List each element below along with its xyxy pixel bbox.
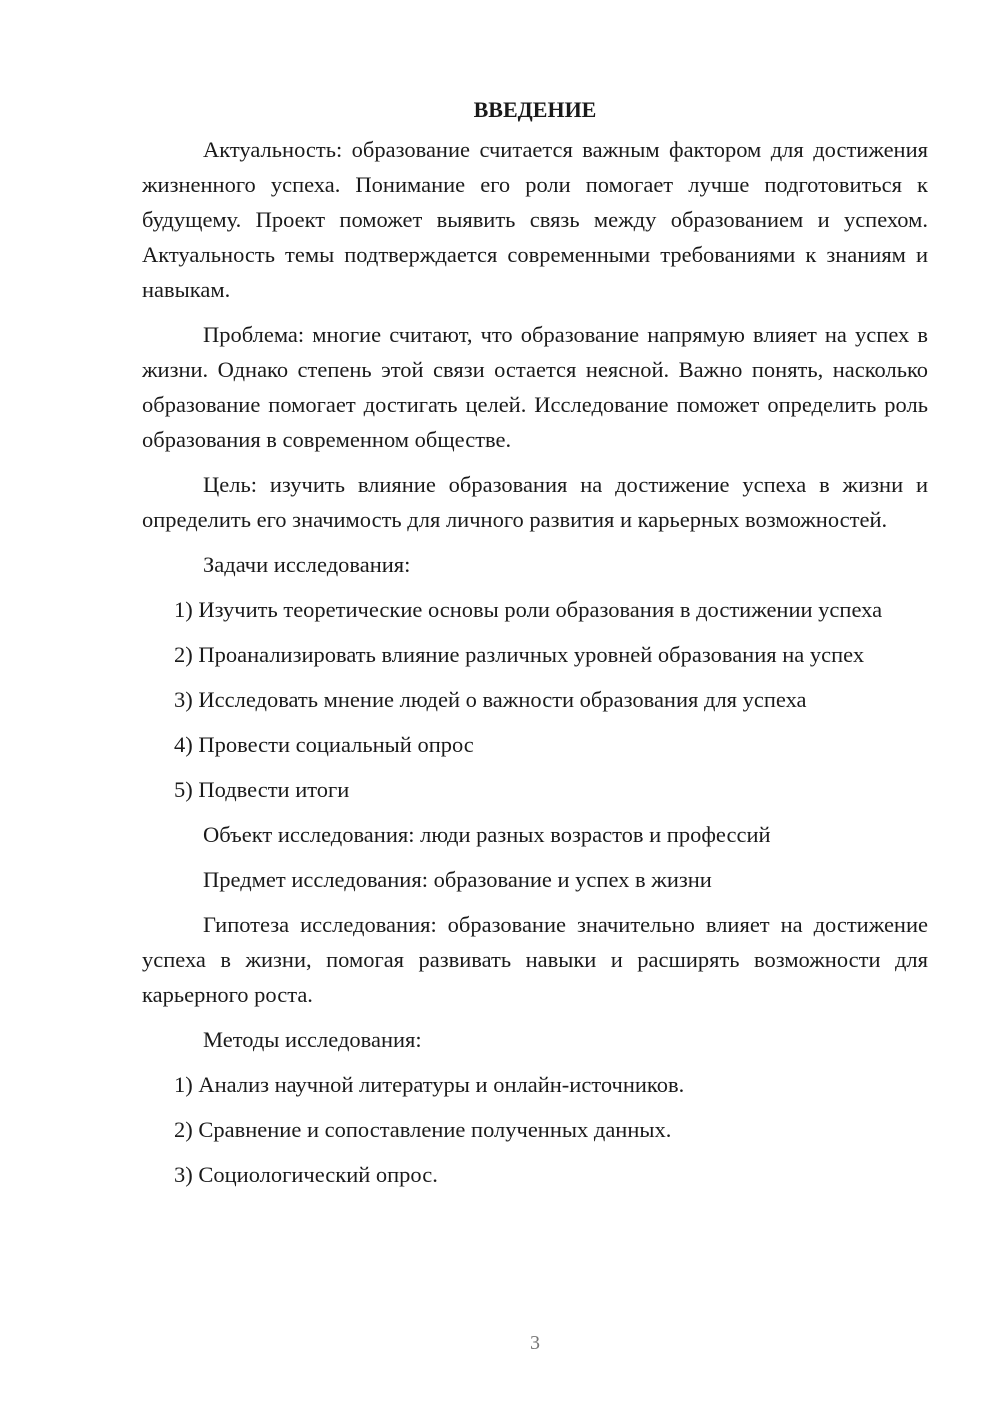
list-item: 3) Исследовать мнение людей о важности образования для успеха [174, 687, 807, 712]
paragraph-problem: Проблема: многие считают, что образование напрямую влияет на успех в жизни. Однако степень этой связи остается неясной. Важно понять, насколько образование помогает достигать целей. Исследование поможет определить роль образования в современном обществе. [142, 322, 928, 452]
paragraph-tasks-heading: Задачи исследования: [203, 552, 411, 577]
list-item: 2) Сравнение и сопоставление полученных данных. [174, 1117, 672, 1142]
list-item: 1) Изучить теоретические основы роли образования в достижении успеха [174, 597, 883, 622]
document-page [142, 92, 928, 1202]
list-item: 2) Проанализировать влияние различных уровней образования на успех [174, 642, 865, 667]
paragraph-methods-heading: Методы исследования: [203, 1027, 422, 1052]
paragraph-relevance: Актуальность: образование считается важным фактором для достижения жизненного успеха. Понимание его роли помогает лучше подготовиться к будущему. Проект поможет выявить связь между образованием и успехом. Актуальность темы подтверждается современными требованиями к знаниям и навыкам. [142, 137, 928, 302]
page-number: 3 [530, 1332, 540, 1354]
list-item: 4) Провести социальный опрос [174, 732, 474, 757]
paragraph-hypothesis: Гипотеза исследования: образование значительно влияет на достижение успеха в жизни, помогая развивать навыки и расширять возможности для карьерного роста. [142, 912, 928, 1007]
list-item: 3) Социологический опрос. [174, 1162, 438, 1187]
paragraph-goal: Цель: изучить влияние образования на достижение успеха в жизни и определить его значимость для личного развития и карьерных возможностей. [142, 472, 928, 532]
list-item: 1) Анализ научной литературы и онлайн-источников. [174, 1072, 685, 1097]
section-title: ВВЕДЕНИЕ [473, 97, 597, 122]
paragraph-subject: Предмет исследования: образование и успех в жизни [203, 867, 712, 892]
list-item: 5) Подвести итоги [174, 777, 350, 802]
paragraph-object: Объект исследования: люди разных возрастов и профессий [203, 822, 771, 847]
